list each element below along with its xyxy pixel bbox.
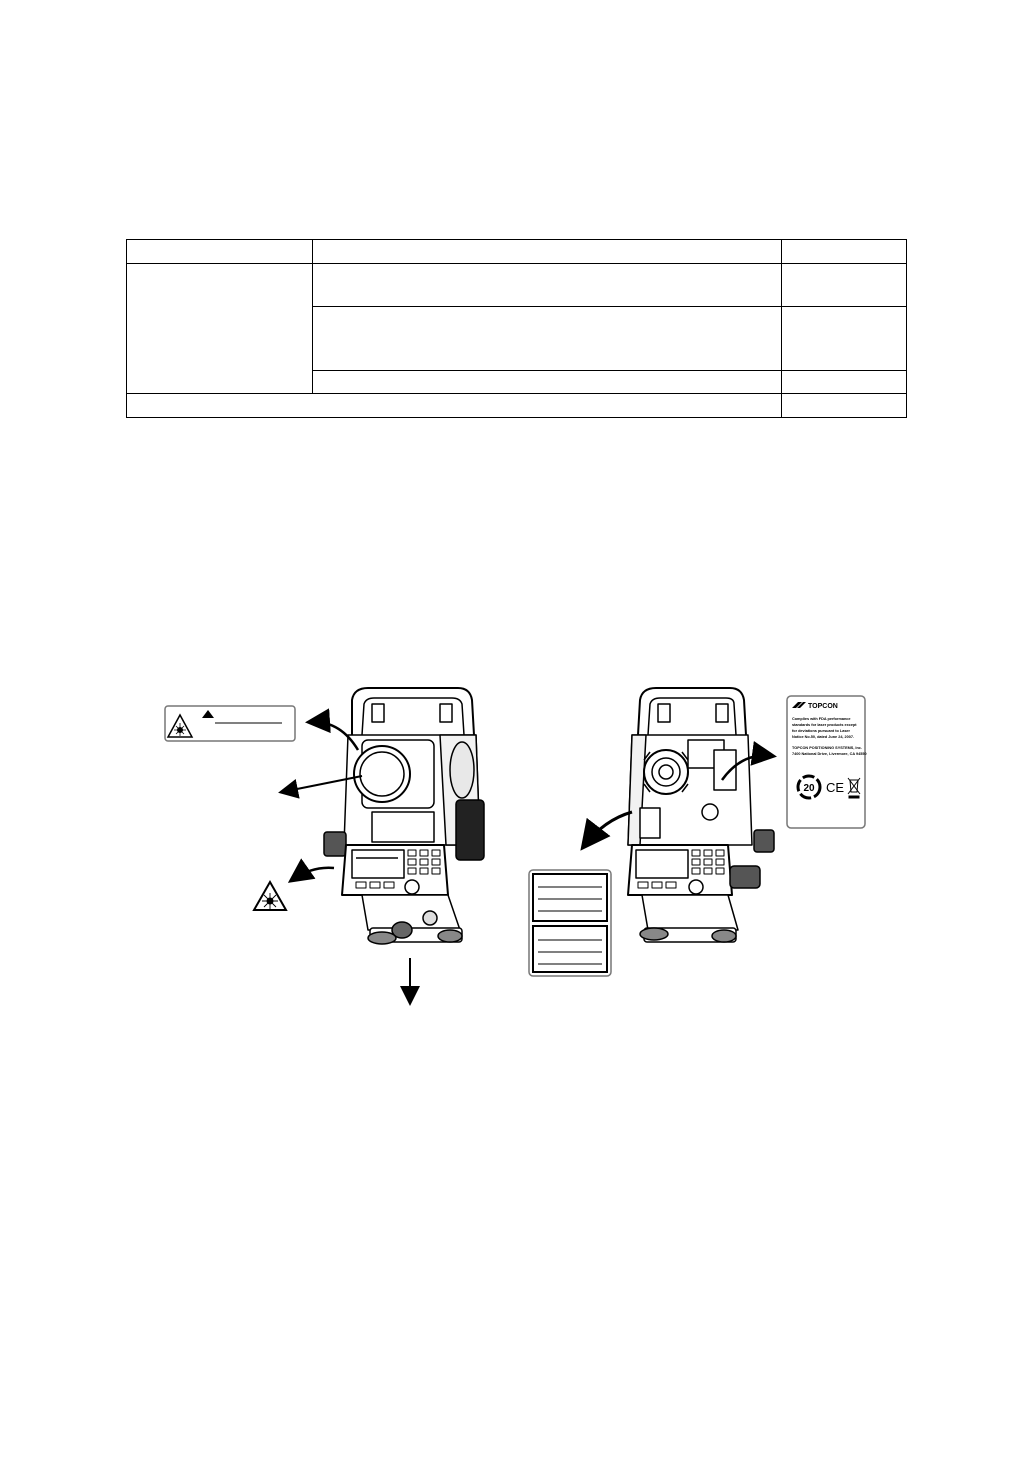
table-cell [127,394,782,418]
info-label-stack [529,870,611,976]
table-header-cell [782,240,907,264]
table-cell [782,264,907,307]
manufacturer-address: TOPCON POSITIONING SYSTEMS, Inc. 7400 National Drive, Livermore, CA 94550 [792,746,867,756]
table-cell [127,264,313,394]
table-cell [782,394,907,418]
laser-hazard-icon [254,882,286,910]
laser-class-table [126,239,907,418]
laser-warning-label [165,706,295,741]
table-row [127,264,907,307]
table-cell [782,307,907,371]
table-cell [313,371,782,394]
label-location-figure [0,660,1032,1020]
epup-20-icon [798,776,820,798]
table-header-cell [313,240,782,264]
table-row [127,394,907,418]
topcon-compliance-label [787,696,867,828]
svg-text:20: 20 [803,783,815,794]
fda-statement: Complies with FDA performance standards for laser products except for deviations pursuant to Laser Notice No.50, dated June 24, 2007. [792,717,857,739]
table-header-row [127,240,907,264]
table-header-cell [127,240,313,264]
instrument-rear-view [628,688,774,942]
table-cell [313,264,782,307]
instrument-front-view [324,688,484,944]
brand-name: TOPCON [808,703,838,710]
table-cell [782,371,907,394]
ce-mark-icon: CE [826,780,845,795]
table-cell [313,307,782,371]
